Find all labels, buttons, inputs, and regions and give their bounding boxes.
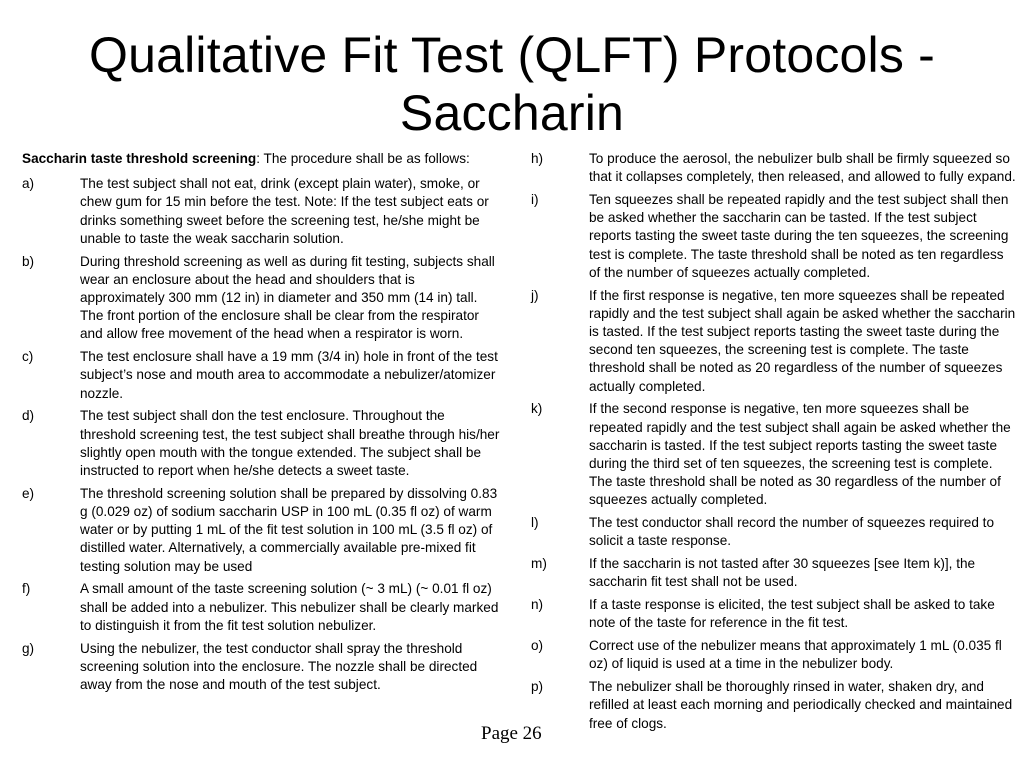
list-item: [22, 253, 500, 344]
item-text: The threshold screening solution shall be prepared by dissolving 0.83 g (0.029 oz) of sodium saccharin USP in 100 mL (0.35 fl oz) of warm water or by putting 1 mL of the fit test solution in 100 mL (3.5 fl oz) of distilled water. Alternatively, a commercially available pre-mixed fit testing solution may be used: [80, 485, 498, 574]
list-item: [531, 287, 1017, 396]
list-item: [531, 514, 1017, 550]
item-label: b): [22, 253, 35, 269]
item-label: p): [531, 679, 544, 695]
item-text: Using the nebulizer, the test conductor shall spray the threshold screening solution into the enclosure. The nozzle shall be directed away from the nose and mouth of the test subject.: [80, 640, 478, 693]
slide-title: Qualitative Fit Test (QLFT) Protocols - Saccharin: [89, 27, 935, 141]
item-label: d): [22, 408, 35, 424]
item-text: If the second response is negative, ten more squeezes shall be repeated rapidly and the test subject shall again be asked whether the saccharin is tasted. If the test subject reports tasting the sweet taste during the third set of ten squeezes, the screening test is complete. The taste threshold shall be noted as 30 regardless of the number of squeezes actually completed.: [589, 401, 1011, 508]
item-text: To produce the aerosol, the nebulizer bulb shall be firmly squeezed so that it collapses completely, then released, and allowed to fully expand.: [589, 151, 1016, 185]
left-column: [22, 150, 500, 699]
list-item: [531, 400, 1017, 509]
item-text: If the saccharin is not tasted after 30 squeezes [see Item k)], the saccharin fit test shall not be used.: [589, 556, 976, 590]
list-item: [22, 580, 500, 635]
list-item: [22, 407, 500, 480]
item-label: o): [531, 638, 544, 654]
item-label: c): [22, 349, 34, 365]
item-text: During threshold screening as well as during fit testing, subjects shall wear an enclosure about the head and shoulders that is approximately 300 mm (12 in) in diameter and 350 mm (14 in) tall. The front portion of the enclosure shall be clear from the respirator and allow free movement of the head when a respirator is worn.: [80, 253, 495, 342]
list-item: [531, 678, 1017, 733]
item-label: f): [22, 581, 31, 597]
item-text: The test subject shall not eat, drink (except plain water), smoke, or chew gum for 15 min before the test. Note: If the test subject eats or drinks something sweet before the screening test, he/she might be unable to taste the weak saccharin solution.: [80, 176, 489, 246]
item-text: The test conductor shall record the number of squeezes required to solicit a taste response.: [589, 515, 995, 549]
list-item: [22, 175, 500, 248]
page-number: Page 26: [481, 723, 542, 744]
item-label: e): [22, 485, 35, 501]
item-text: If a taste response is elicited, the test subject shall be asked to take note of the taste for reference in the fit test.: [589, 597, 995, 631]
intro-heading: Saccharin taste threshold screening: [22, 151, 257, 166]
item-text: Correct use of the nebulizer means that approximately 1 mL (0.035 fl oz) of liquid is used at a time in the nebulizer body.: [589, 638, 1002, 672]
item-label: m): [531, 556, 547, 572]
list-item: [531, 637, 1017, 673]
list-item: [531, 596, 1017, 632]
intro-paragraph: [22, 150, 500, 168]
item-label: l): [531, 515, 539, 531]
item-label: h): [531, 151, 544, 166]
list-item: [22, 348, 500, 403]
item-text: If the first response is negative, ten more squeezes shall be repeated rapidly and the test subject shall again be asked whether the saccharin is tasted. If the test subject reports tasting the sweet taste during the second ten squeezes, the screening test is complete. The taste threshold shall be noted as 20 regardless of the number of squeezes actually completed.: [589, 287, 1016, 394]
item-label: a): [22, 176, 35, 192]
item-text: A small amount of the taste screening solution (~ 3 mL) (~ 0.01 fl oz) shall be added into a nebulizer. This nebulizer shall be clearly marked to distinguish it from the fit test solution nebulizer.: [80, 581, 499, 633]
item-text: The test enclosure shall have a 19 mm (3/4 in) hole in front of the test subject’s nose and mouth area to accommodate a nebulizer/atomizer nozzle.: [80, 349, 498, 401]
right-column: [531, 150, 1017, 737]
item-text: The nebulizer shall be thoroughly rinsed in water, shaken dry, and refilled at least each morning and periodically checked and maintained free of clogs.: [589, 679, 1013, 731]
list-item: [531, 191, 1017, 282]
item-label: i): [531, 192, 539, 207]
item-label: n): [531, 597, 544, 613]
item-label: j): [531, 287, 539, 303]
item-label: k): [531, 401, 543, 417]
list-item: [531, 555, 1017, 591]
intro-text: : The procedure shall be as follows:: [256, 151, 470, 166]
item-label: g): [22, 640, 35, 656]
item-text: The test subject shall don the test enclosure. Throughout the threshold screening test, the test subject shall breathe through his/her slightly open mouth with the tongue extended. The subject shall be instructed to report when he/she detects a sweet taste.: [80, 408, 500, 479]
list-item: [531, 150, 1017, 186]
list-item: [22, 485, 500, 576]
item-text: Ten squeezes shall be repeated rapidly and the test subject shall then be asked whether the saccharin can be tasted. If the test subject reports tasting the sweet taste during the ten squeezes, the screening test is complete. The taste threshold shall be noted as ten regardless of the number of squeezes actually completed.: [589, 192, 1009, 280]
list-item: [22, 640, 500, 695]
